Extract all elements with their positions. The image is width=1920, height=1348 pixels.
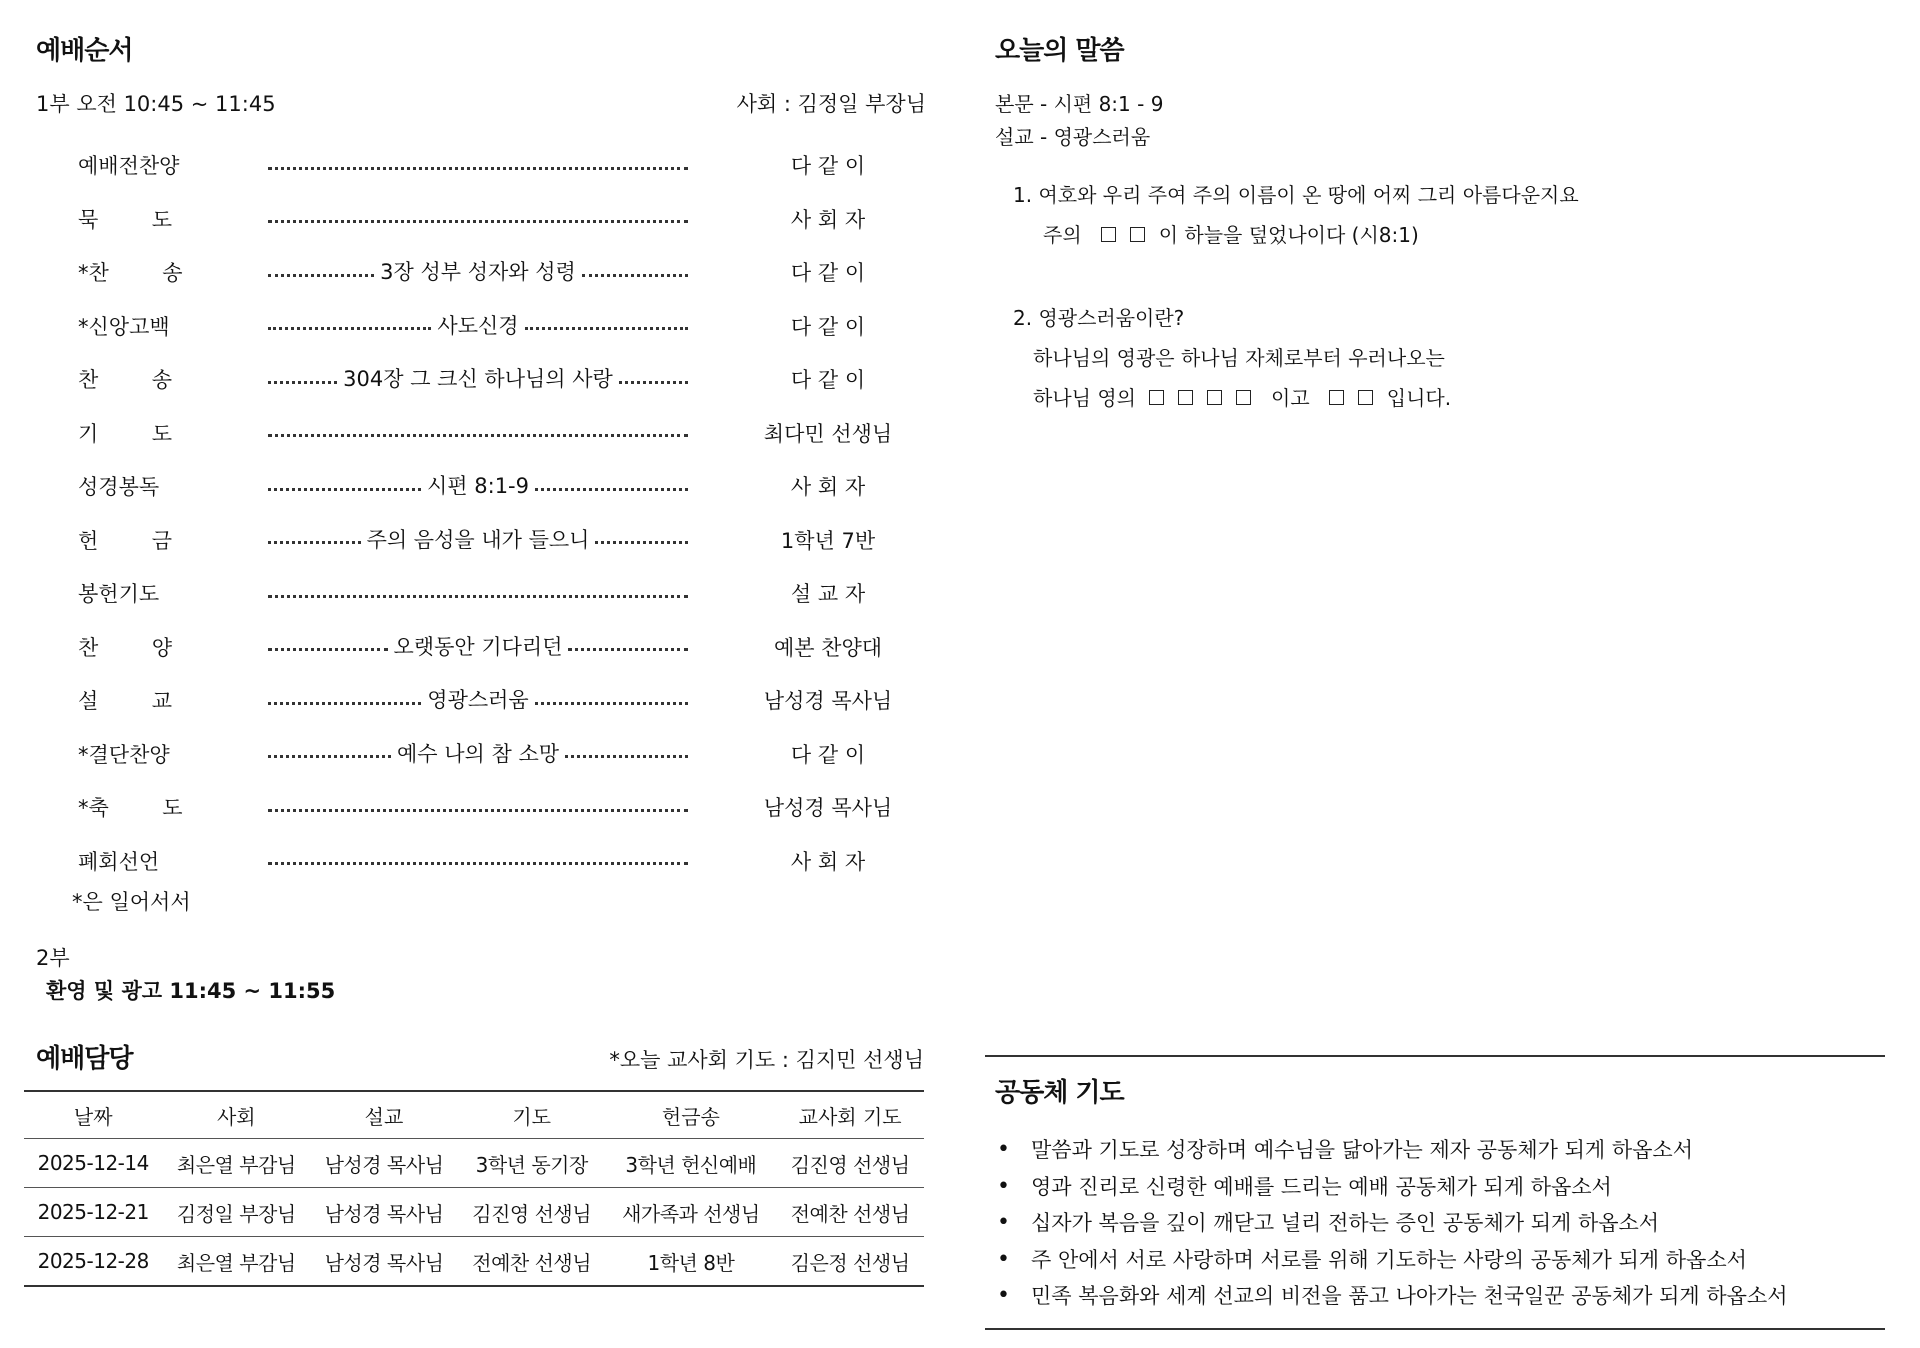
duty-table xyxy=(24,1090,924,1287)
table-cell: 김진영 선생님 xyxy=(458,1188,606,1237)
order-title: 예배순서 xyxy=(36,36,133,66)
order-item xyxy=(78,846,938,900)
question-2-prefix: 하나님 영의 xyxy=(1033,386,1136,410)
service-leader: 사회 : 김정일 부장님 xyxy=(736,92,926,116)
order-item-person: 최다민 선생님 xyxy=(763,421,893,446)
table-cell: 1학년 8반 xyxy=(606,1237,777,1287)
order-item-person: 예본 찬양대 xyxy=(773,635,883,660)
order-item xyxy=(78,685,938,739)
order-item xyxy=(78,632,938,686)
blank-box xyxy=(1207,390,1222,405)
list-item: • 민족 복음화와 세계 선교의 비전을 품고 나아가는 천국일꾼 공동체가 되게 하옵소서 xyxy=(995,1278,1787,1315)
order-item-name: *찬 송 xyxy=(78,261,183,285)
table-cell: 김은정 선생님 xyxy=(776,1237,924,1287)
blank-box xyxy=(1178,390,1193,405)
order-item-leader-dots xyxy=(268,150,688,178)
table-cell: 최은열 부감님 xyxy=(162,1237,310,1287)
order-item xyxy=(78,578,938,632)
order-item xyxy=(78,525,938,579)
order-item-leader-dots xyxy=(268,792,688,820)
order-item-leader-dots xyxy=(268,204,688,232)
order-item-leader-dots xyxy=(268,311,688,339)
stand-note: *은 일어서서 xyxy=(72,890,191,914)
duty-title: 예배담당 xyxy=(36,1044,133,1074)
order-item xyxy=(78,150,938,204)
order-item-person: 설 교 자 xyxy=(790,582,866,606)
order-item-name: 성경봉독 xyxy=(78,475,160,499)
order-item-detail: 영광스러움 xyxy=(427,688,529,712)
order-item-name: 헌 금 xyxy=(78,528,172,553)
question-1-suffix: 이 하늘을 덮었나이다 (시8:1) xyxy=(1158,223,1419,247)
scripture-info xyxy=(995,88,1163,154)
order-item-person: 사 회 자 xyxy=(790,849,866,874)
order-item-detail: 주의 음성을 내가 들으니 xyxy=(366,527,590,552)
order-item-leader-dots xyxy=(268,739,688,767)
question-2 xyxy=(1013,298,1451,418)
question-2-middle: 이고 xyxy=(1271,386,1310,410)
order-item-leader-dots xyxy=(268,685,688,713)
word-title: 오늘의 말씀 xyxy=(995,36,1124,66)
table-cell: 전예찬 선생님 xyxy=(776,1188,924,1237)
order-item xyxy=(78,471,938,525)
order-item-person: 다 같 이 xyxy=(790,368,866,392)
list-item: • 영과 진리로 신령한 예배를 드리는 예배 공동체가 되게 하옵소서 xyxy=(995,1169,1787,1206)
order-item-name: *신앙고백 xyxy=(78,314,170,339)
session2-detail: 환영 및 광고 11:45 ~ 11:55 xyxy=(46,979,336,1003)
order-item-leader-dots xyxy=(268,364,688,392)
order-item xyxy=(78,418,938,472)
order-item-person: 다 같 이 xyxy=(790,742,866,767)
duty-column-header: 교사회 기도 xyxy=(776,1091,924,1139)
order-item-name: 기 도 xyxy=(78,421,172,446)
question-1 xyxy=(1013,175,1579,255)
table-cell: 2025-12-14 xyxy=(24,1139,162,1188)
order-item-detail: 오랫동안 기다리던 xyxy=(393,634,563,659)
order-item-name: 예배전찬양 xyxy=(78,154,180,178)
table-cell: 2025-12-28 xyxy=(24,1237,162,1287)
question-2-line-1: 2. 영광스러움이란? xyxy=(1013,306,1185,330)
blank-box xyxy=(1149,390,1164,405)
blank-box xyxy=(1329,390,1344,405)
order-item-person: 남성경 목사님 xyxy=(763,796,893,820)
order-item-leader-dots xyxy=(268,418,688,446)
order-item-leader-dots xyxy=(268,578,688,606)
order-item xyxy=(78,739,938,793)
session2 xyxy=(36,942,335,1008)
question-2-suffix: 입니다. xyxy=(1386,386,1452,410)
table-row xyxy=(24,1139,924,1188)
table-cell: 김진영 선생님 xyxy=(776,1139,924,1188)
blank-box xyxy=(1101,227,1116,242)
question-1-line-1: 1. 여호와 우리 주여 주의 이름이 온 땅에 어찌 그리 아름다운지요 xyxy=(1013,183,1579,207)
question-1-line-2 xyxy=(1013,215,1579,255)
order-item-detail: 예수 나의 참 소망 xyxy=(396,741,560,766)
session2-label: 2부 xyxy=(36,946,70,970)
order-item-name: 묵 도 xyxy=(78,207,172,232)
table-cell: 새가족과 선생님 xyxy=(606,1188,777,1237)
scripture-text: 본문 - 시편 8:1 - 9 xyxy=(995,92,1164,116)
question-2-line-3 xyxy=(1013,378,1451,418)
order-item-name: *결단찬양 xyxy=(78,742,170,767)
order-item-person: 사 회 자 xyxy=(790,207,866,232)
order-item-person: 다 같 이 xyxy=(790,261,866,285)
teacher-prayer-note: *오늘 교사회 기도 : 김지민 선생님 xyxy=(609,1048,924,1072)
community-title: 공동체 기도 xyxy=(995,1078,1124,1108)
order-item-person: 다 같 이 xyxy=(790,154,866,178)
list-item: • 십자가 복음을 깊이 깨닫고 널리 전하는 증인 공동체가 되게 하옵소서 xyxy=(995,1205,1787,1242)
duty-column-header: 날짜 xyxy=(24,1091,162,1139)
list-item: • 주 안에서 서로 사랑하며 서로를 위해 기도하는 사랑의 공동체가 되게 하옵소서 xyxy=(995,1242,1787,1279)
order-item-name: 봉헌기도 xyxy=(78,582,160,606)
table-cell: 3학년 헌신예배 xyxy=(606,1139,777,1188)
order-item-name: 찬 송 xyxy=(78,368,172,392)
table-cell: 남성경 목사님 xyxy=(310,1237,458,1287)
table-cell: 김정일 부장님 xyxy=(162,1188,310,1237)
order-item-leader-dots xyxy=(268,632,688,660)
order-item xyxy=(78,204,938,258)
blank-box xyxy=(1236,390,1251,405)
order-item-person: 1학년 7반 xyxy=(780,528,876,553)
order-item-name: 설 교 xyxy=(78,689,172,713)
duty-table-body xyxy=(24,1139,924,1287)
order-item-name: 찬 양 xyxy=(78,635,172,660)
order-list xyxy=(78,150,938,899)
order-item-leader-dots xyxy=(268,846,688,874)
order-item-detail: 사도신경 xyxy=(437,313,519,338)
table-cell: 남성경 목사님 xyxy=(310,1188,458,1237)
order-item xyxy=(78,311,938,365)
order-item-person: 남성경 목사님 xyxy=(763,689,893,713)
blank-box xyxy=(1130,227,1145,242)
table-cell: 전예찬 선생님 xyxy=(458,1237,606,1287)
duty-table-header xyxy=(24,1091,924,1139)
duty-column-header: 헌금송 xyxy=(606,1091,777,1139)
duty-column-header: 설교 xyxy=(310,1091,458,1139)
order-item-detail: 시편 8:1-9 xyxy=(427,474,529,498)
blank-box xyxy=(1358,390,1373,405)
order-item-leader-dots xyxy=(268,525,688,553)
community-top-rule xyxy=(985,1055,1885,1057)
session1-header xyxy=(36,88,926,118)
duty-column-header: 사회 xyxy=(162,1091,310,1139)
order-item xyxy=(78,792,938,846)
order-item-detail: 3장 성부 성자와 성령 xyxy=(380,260,576,284)
order-item-name: 폐회선언 xyxy=(78,849,160,874)
community-bottom-rule xyxy=(985,1328,1885,1330)
order-item-person: 사 회 자 xyxy=(790,475,866,499)
table-row xyxy=(24,1237,924,1287)
table-cell: 2025-12-21 xyxy=(24,1188,162,1237)
list-item: • 말씀과 기도로 성장하며 예수님을 닮아가는 제자 공동체가 되게 하옵소서 xyxy=(995,1132,1787,1169)
order-item-leader-dots xyxy=(268,257,688,285)
table-cell: 남성경 목사님 xyxy=(310,1139,458,1188)
table-cell: 최은열 부감님 xyxy=(162,1139,310,1188)
table-cell: 3학년 동기장 xyxy=(458,1139,606,1188)
question-1-prefix: 주의 xyxy=(1043,223,1082,247)
order-item-leader-dots xyxy=(268,471,688,499)
sermon-title: 설교 - 영광스러움 xyxy=(995,125,1151,149)
question-2-line-2: 하나님의 영광은 하나님 자체로부터 우러나오는 xyxy=(1033,346,1445,370)
community-prayer-list xyxy=(995,1132,1787,1315)
order-item-person: 다 같 이 xyxy=(790,314,866,339)
order-item xyxy=(78,257,938,311)
order-item xyxy=(78,364,938,418)
session1-label: 1부 오전 10:45 ~ 11:45 xyxy=(36,92,276,116)
table-row xyxy=(24,1188,924,1237)
order-item-name: *축 도 xyxy=(78,796,183,820)
order-item-detail: 304장 그 크신 하나님의 사랑 xyxy=(343,367,613,391)
duty-column-header: 기도 xyxy=(458,1091,606,1139)
